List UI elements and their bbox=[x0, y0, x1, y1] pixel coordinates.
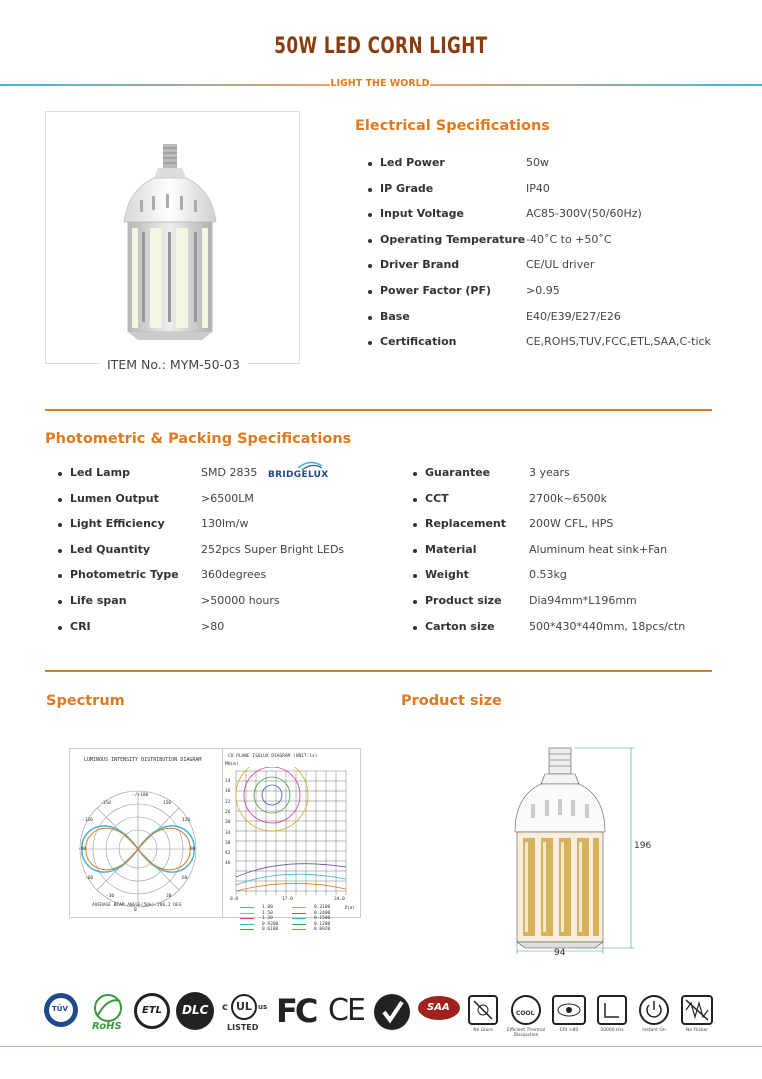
isolux-legend-swatch bbox=[292, 929, 306, 930]
dlc-logo bbox=[176, 992, 214, 1030]
bullet bbox=[58, 574, 62, 578]
bullet bbox=[58, 472, 62, 476]
isolux-legend bbox=[240, 905, 350, 945]
isolux-x-ticks bbox=[230, 897, 360, 905]
isolux-x-tick: 34.0 bbox=[334, 897, 345, 902]
isolux-legend-swatch bbox=[292, 918, 306, 919]
spectrum-heading: Spectrum bbox=[46, 693, 125, 709]
product-size-drawing bbox=[505, 742, 660, 960]
isolux-y-tick: 14 bbox=[225, 779, 231, 784]
spec-value: >80 bbox=[201, 619, 225, 633]
bullet bbox=[368, 239, 372, 243]
spec-label: Life span bbox=[70, 594, 127, 607]
feature-caption: No Flicker bbox=[685, 1028, 709, 1033]
bullet bbox=[368, 213, 372, 217]
ce-logo: CE bbox=[328, 993, 364, 1028]
spec-value: AC85-300V(50/60Hz) bbox=[526, 207, 642, 221]
bullet bbox=[413, 574, 417, 578]
spec-value: Dia94mm*L196mm bbox=[529, 594, 637, 607]
feature-caption: 50000 Hrs bbox=[600, 1028, 624, 1033]
page-title: 50W LED CORN LIGHT bbox=[274, 34, 488, 59]
spec-value: 130lm/w bbox=[201, 517, 249, 531]
bridgelux-logo bbox=[266, 460, 329, 482]
cool-icon: COOL bbox=[511, 995, 541, 1025]
spec-label: Base bbox=[380, 309, 410, 323]
spec-label: IP Grade bbox=[380, 181, 434, 195]
ul-listed-text: LISTED bbox=[227, 1023, 259, 1032]
svg-text:-60: -60 bbox=[85, 876, 94, 881]
instant-on-icon bbox=[639, 995, 669, 1025]
bullet bbox=[413, 472, 417, 476]
header-rule-right bbox=[430, 84, 762, 86]
spec-label: Lumen Output bbox=[70, 491, 159, 505]
svg-text:120: 120 bbox=[182, 818, 191, 823]
spec-value: 50w bbox=[526, 156, 549, 169]
svg-text:-150: -150 bbox=[100, 801, 111, 806]
spec-value: >50000 hours bbox=[201, 594, 280, 607]
spec-value: IP40 bbox=[526, 181, 550, 195]
isolux-y-tick: 38 bbox=[225, 840, 231, 846]
spec-value: >6500LM bbox=[201, 491, 254, 505]
feature-caption: No Glare bbox=[473, 1028, 493, 1033]
isolux-legend-value: 0.9200 bbox=[262, 921, 279, 927]
saa-logo bbox=[418, 996, 462, 1030]
svg-text:150: 150 bbox=[163, 801, 172, 806]
feature-caption: Instant On bbox=[642, 1028, 666, 1033]
polar-diagram bbox=[70, 749, 222, 917]
spec-label: Photometric Type bbox=[70, 568, 179, 582]
product-photo bbox=[110, 140, 230, 350]
svg-text:90: 90 bbox=[190, 847, 196, 852]
tuv-text: TÜV bbox=[52, 1005, 68, 1013]
spec-value: 252pcs Super Bright LEDs bbox=[201, 542, 345, 556]
bullet bbox=[368, 290, 372, 294]
spec-value: >0.95 bbox=[526, 284, 560, 297]
isolux-legend-value: 1.80 bbox=[262, 905, 273, 910]
svg-text:-/+180: -/+180 bbox=[132, 793, 149, 798]
bullet bbox=[58, 523, 62, 527]
rohs-text: RoHS bbox=[92, 1021, 122, 1032]
no-flicker-icon bbox=[681, 995, 713, 1025]
spec-value: 3 years bbox=[529, 466, 570, 479]
isolux-y-tick: 30 bbox=[225, 820, 231, 826]
isolux-x-tick: 0.0 bbox=[230, 897, 239, 902]
svg-text:60: 60 bbox=[182, 876, 188, 881]
height-dimension: 196 bbox=[634, 841, 652, 851]
bullet bbox=[58, 626, 62, 630]
spec-label: Product size bbox=[425, 594, 502, 607]
spec-value: CE/UL driver bbox=[526, 258, 595, 272]
isolux-y-ticks bbox=[223, 779, 237, 909]
spec-label: Driver Brand bbox=[380, 258, 460, 272]
spec-label: Power Factor (PF) bbox=[380, 284, 492, 297]
spectrum-diagram bbox=[69, 748, 361, 933]
isolux-y-tick: 18 bbox=[225, 789, 231, 795]
polar-title: LUMINOUS INTENSITY DISTRIBUTION DIAGRAM bbox=[84, 757, 202, 763]
spec-label: Led Power bbox=[380, 156, 445, 169]
isolux-x-tick: 17.0 bbox=[282, 897, 293, 902]
spec-value: 200W CFL, HPS bbox=[529, 517, 614, 531]
spec-label: CRI bbox=[70, 619, 91, 633]
isolux-title: CU PLANE ISOLUX DIAGRAM (UNIT:lx) bbox=[228, 754, 318, 759]
fcc-logo: FC bbox=[276, 992, 316, 1030]
bullet bbox=[58, 549, 62, 553]
bullet bbox=[58, 600, 62, 604]
isolux-legend-value: 1.50 bbox=[262, 910, 273, 916]
bullet bbox=[413, 498, 417, 502]
isolux-legend-swatch bbox=[292, 907, 306, 908]
footer-rule bbox=[0, 1046, 762, 1047]
spec-value: 500*430*440mm, 18pcs/ctn bbox=[529, 619, 686, 633]
spec-label: Weight bbox=[425, 568, 469, 582]
svg-text:30: 30 bbox=[166, 894, 172, 899]
isolux-legend-value: 0.6100 bbox=[262, 927, 279, 933]
tuv-logo bbox=[44, 993, 78, 1027]
feature-caption: Efficient Thermal Dissipation bbox=[506, 1028, 546, 1038]
isolux-legend-value: 0.0920 bbox=[314, 927, 331, 933]
photometric-specs-heading: Photometric & Packing Specifications bbox=[45, 431, 352, 447]
spec-value: 360degrees bbox=[201, 568, 267, 582]
spec-label: Operating Temperature bbox=[380, 232, 526, 246]
spec-label: Led Quantity bbox=[70, 542, 151, 556]
polar-footer: AVERAGE BEAM ANGLE(50%):286.2 DEG bbox=[92, 903, 182, 908]
isolux-y-tick: 42 bbox=[225, 851, 231, 857]
no-glare-icon bbox=[468, 995, 498, 1025]
isolux-y-tick: 26 bbox=[225, 809, 231, 815]
bridgelux-wordmark: BRIDGELUX bbox=[268, 470, 329, 480]
isolux-y-tick: 46 bbox=[225, 861, 231, 867]
isolux-legend-swatch bbox=[240, 918, 254, 919]
spec-label: Certification bbox=[380, 335, 457, 349]
ctick-logo bbox=[374, 994, 410, 1030]
electrical-specs-heading: Electrical Specifications bbox=[355, 118, 550, 134]
svg-text:-30: -30 bbox=[106, 894, 115, 899]
isolux-grid bbox=[222, 767, 360, 897]
isolux-legend-value: 0.1200 bbox=[314, 921, 331, 927]
svg-text:-90: -90 bbox=[78, 847, 87, 852]
diameter-dimension: 94 bbox=[554, 948, 566, 958]
bullet bbox=[368, 316, 372, 320]
spec-value: E40/E39/E27/E26 bbox=[526, 309, 621, 323]
bullet bbox=[368, 188, 372, 192]
spec-label: Led Lamp bbox=[70, 466, 130, 479]
bullet bbox=[368, 264, 372, 268]
dlc-text: DLC bbox=[182, 1003, 209, 1017]
spec-label: Carton size bbox=[425, 619, 495, 633]
isolux-legend-swatch bbox=[240, 907, 254, 908]
isolux-legend-value: 0.3100 bbox=[314, 905, 331, 910]
spec-value: SMD 2835 bbox=[201, 466, 258, 479]
bullet bbox=[413, 600, 417, 604]
spec-label: CCT bbox=[425, 491, 449, 505]
etl-logo bbox=[134, 993, 170, 1029]
spec-value: CE,ROHS,TUV,FCC,ETL,SAA,C-tick bbox=[526, 335, 711, 349]
spec-value: -40˚C to +50˚C bbox=[526, 232, 612, 246]
spec-value: Aluminum heat sink+Fan bbox=[529, 542, 668, 556]
ul-logo: c UL us LISTED bbox=[222, 992, 270, 1036]
isolux-y-tick: 22 bbox=[225, 799, 231, 805]
isolux-x-unit: D(m) bbox=[345, 905, 355, 910]
etl-text: ETL bbox=[142, 1005, 163, 1016]
product-size-heading: Product size bbox=[401, 693, 502, 709]
isolux-y-tick: 34 bbox=[225, 830, 231, 836]
section-divider-2 bbox=[45, 670, 712, 672]
spec-label: Input Voltage bbox=[380, 207, 464, 221]
section-divider-1 bbox=[45, 409, 712, 411]
svg-text:0: 0 bbox=[134, 908, 137, 913]
saa-text: SAA bbox=[427, 1002, 450, 1013]
spec-label: Replacement bbox=[425, 517, 506, 531]
item-no-rule-left bbox=[45, 363, 100, 364]
isolux-legend-swatch bbox=[240, 929, 254, 930]
isolux-legend-swatch bbox=[240, 913, 254, 914]
isolux-legend-swatch bbox=[292, 924, 306, 925]
feature-caption: CRI >80 bbox=[559, 1028, 579, 1033]
item-no-rule-right bbox=[248, 363, 299, 364]
isolux-legend-value: 0.2400 bbox=[314, 910, 331, 916]
certifications-row bbox=[40, 990, 730, 1040]
rohs-logo bbox=[90, 993, 126, 1033]
spec-value: 0.53kg bbox=[529, 568, 567, 582]
tagline: LIGHT THE WORLD bbox=[330, 78, 430, 89]
isolux-legend-swatch bbox=[240, 924, 254, 925]
spec-label: Material bbox=[425, 542, 477, 556]
item-number: ITEM No.: MYM-50-03 bbox=[107, 357, 240, 372]
isolux-legend-value: 0.1500 bbox=[314, 916, 331, 922]
svg-text:-120: -120 bbox=[82, 818, 93, 823]
bullet bbox=[368, 162, 372, 166]
hours-icon bbox=[597, 995, 627, 1025]
spec-value: 2700k~6500k bbox=[529, 491, 607, 505]
bullet bbox=[413, 549, 417, 553]
cri-icon bbox=[552, 995, 586, 1025]
isolux-legend-swatch bbox=[292, 913, 306, 914]
bullet bbox=[413, 626, 417, 630]
bullet bbox=[58, 498, 62, 502]
isolux-legend-value: 1.20 bbox=[262, 916, 273, 922]
bullet bbox=[368, 341, 372, 345]
header-rule-left bbox=[0, 84, 330, 86]
bullet bbox=[413, 523, 417, 527]
spec-label: Guarantee bbox=[425, 466, 491, 479]
isolux-axis-label: MH(m) bbox=[225, 762, 239, 767]
spec-label: Light Efficiency bbox=[70, 517, 165, 531]
